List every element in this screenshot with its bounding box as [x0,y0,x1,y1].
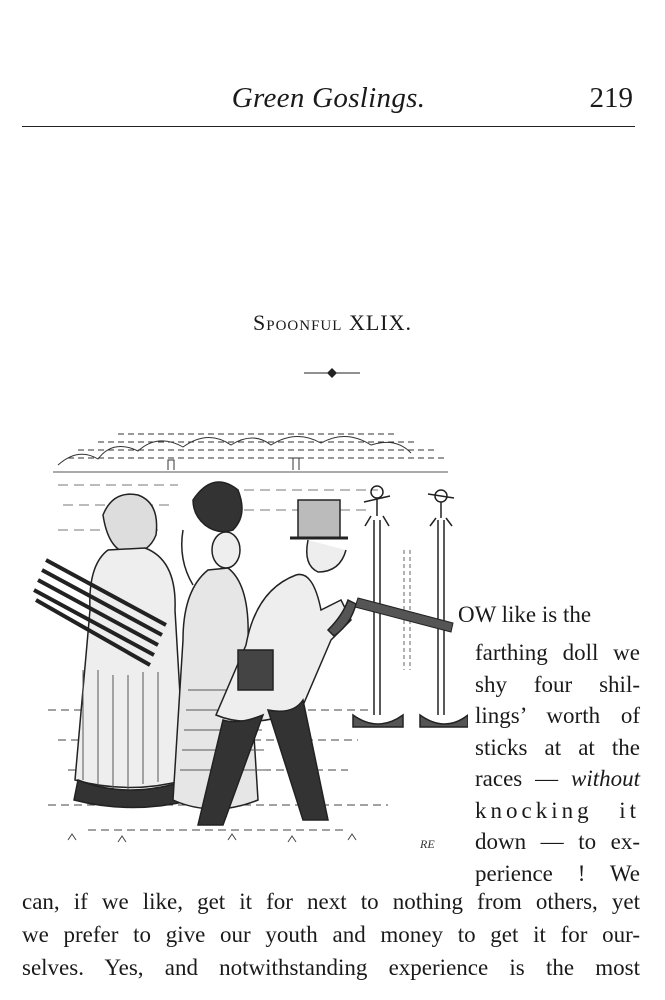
page-number: 219 [589,82,633,114]
text-line: farthing doll we [475,640,640,665]
text-line: knocking it [475,797,640,823]
text-line: sticks at at the [475,734,640,760]
text-line: lings’ worth of [475,703,640,728]
text-line: shy four shil- [475,671,640,697]
section-numeral: XLIX. [348,310,412,335]
section-label: Spoonful [253,310,343,335]
text-line: selves. Yes, and notwithstanding experience is the most [22,955,640,980]
text-line: down — to ex- [475,829,640,854]
wrapped-text-column [475,637,640,889]
text-line: can, if we like, get it for next to nothing from others, yet [22,889,640,914]
text-line [475,763,640,795]
text-fragment: races — [475,766,559,791]
running-title: Green Goslings. [231,82,426,114]
text-line: we prefer to give our youth and money to get it for our- [22,922,640,947]
text-emphasis: without [570,766,640,791]
text-line: perience ! We [475,860,640,886]
illustration-engraving [28,410,468,858]
illustrator-signature: RE [420,837,435,851]
full-width-text [22,885,640,984]
running-header [22,78,635,127]
text-line-first: OW like is the [458,602,592,627]
section-heading [0,310,665,336]
ornament-divider-icon [302,366,362,380]
